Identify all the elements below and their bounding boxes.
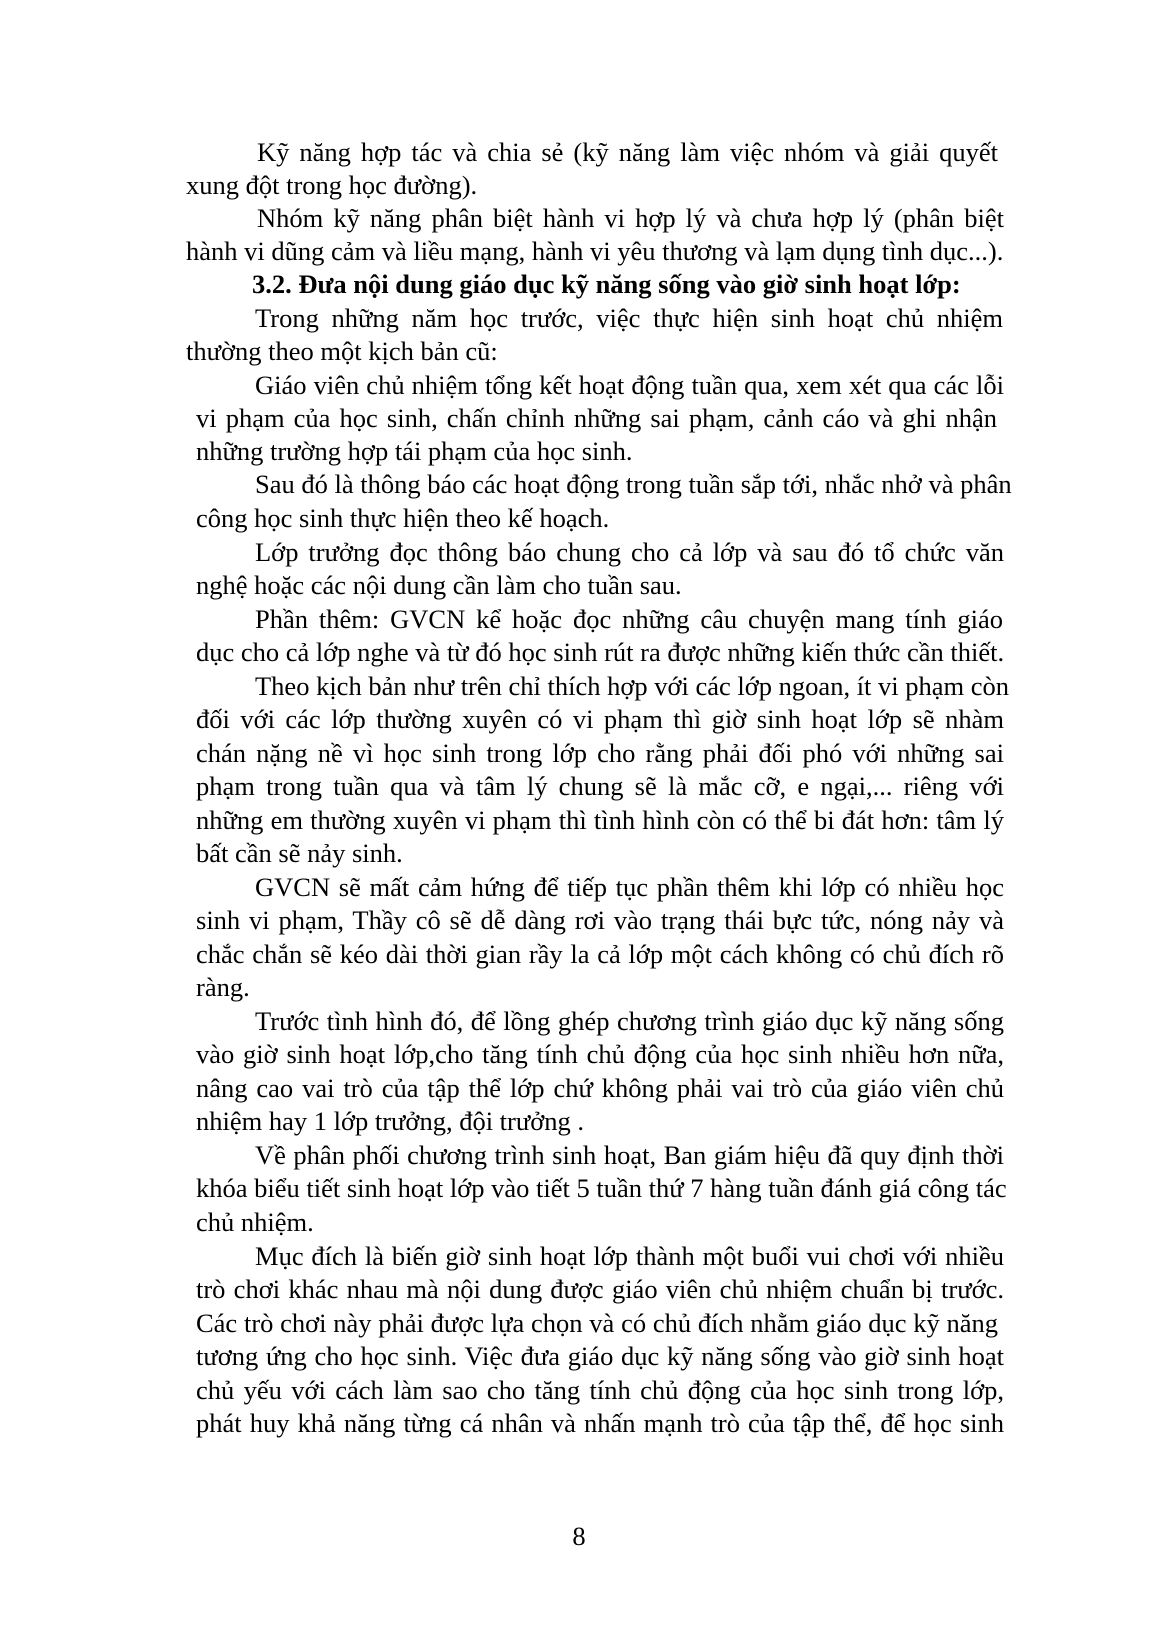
text-line: Về phân phối chương trình sinh hoạt, Ban giám hiệu đã quy định thời [255,1140,1004,1170]
text-line: nhiệm hay 1 lớp trưởng, đội trưởng . [196,1106,584,1136]
text-line: Trong những năm học trước, việc thực hiện sinh hoạt chủ nhiệm [255,303,1003,333]
text-line: vào giờ sinh hoạt lớp,cho tăng tính chủ động của học sinh nhiều hơn nữa, [196,1039,1004,1069]
text-line: Các trò chơi này phải được lựa chọn và có chủ đích nhằm giáo dục kỹ năng [196,1308,998,1338]
text-line: chủ nhiệm. [196,1207,314,1237]
text-line: những trường hợp tái phạm của học sinh. [196,436,633,466]
text-line: Sau đó là thông báo các hoạt động trong tuần sắp tới, nhắc nhở và phân [255,469,1012,499]
text-line: Mục đích là biến giờ sinh hoạt lớp thành một buổi vui chơi với nhiều [255,1241,1004,1271]
text-line: sinh vi phạm, Thầy cô sẽ dễ dàng rơi vào trạng thái bực tức, nóng nảy và [196,905,1004,935]
text-line: tương ứng cho học sinh. Việc đưa giáo dục kỹ năng sống vào giờ sinh hoạt [196,1341,1004,1371]
text-line: thường theo một kịch bản cũ: [186,336,498,366]
text-line: công học sinh thực hiện theo kế hoạch. [196,503,610,533]
text-line: nghệ hoặc các nội dung cần làm cho tuần sau. [196,570,682,600]
page-number: 8 [572,1521,586,1551]
text-line: bất cần sẽ nảy sinh. [196,838,403,868]
text-line: vi phạm của học sinh, chấn chỉnh những sai phạm, cảnh cáo và ghi nhận [196,403,997,433]
text-line: Theo kịch bản như trên chỉ thích hợp với các lớp ngoan, ít vi phạm còn [255,671,1010,701]
text-line: trò chơi khác nhau mà nội dung được giáo viên chủ nhiệm chuẩn bị trước. [196,1274,1004,1304]
text-line: Kỹ năng hợp tác và chia sẻ (kỹ năng làm việc nhóm và giải quyết [257,137,998,167]
text-line: phạm trong tuần qua và tâm lý chung sẽ là mắc cỡ, e ngại,... riêng với [196,771,1004,801]
text-line: nâng cao vai trò của tập thể lớp chứ không phải vai trò của giáo viên chủ [196,1073,1004,1103]
section-heading: 3.2. Đưa nội dung giáo dục kỹ năng sống vào giờ sinh hoạt lớp: [252,269,961,299]
text-line: GVCN sẽ mất cảm hứng để tiếp tục phần thêm khi lớp có nhiều học [255,872,1004,902]
text-line: chắc chắn sẽ kéo dài thời gian rầy la cả lớp một cách không có chủ đích rõ [196,939,1004,969]
text-line: Trước tình hình đó, để lồng ghép chương trình giáo dục kỹ năng sống [255,1006,1004,1036]
text-line: hành vi dũng cảm và liều mạng, hành vi yêu thương và lạm dụng tình dục...). [186,236,1004,266]
text-line: ràng. [196,972,250,1002]
text-line: Lớp trưởng đọc thông báo chung cho cả lớp và sau đó tổ chức văn [255,537,1004,567]
text-line: Giáo viên chủ nhiệm tổng kết hoạt động tuần qua, xem xét qua các lỗi [255,370,1004,400]
text-line: khóa biểu tiết sinh hoạt lớp vào tiết 5 tuần thứ 7 hàng tuần đánh giá công tác [196,1173,1007,1203]
text-line: phát huy khả năng từng cá nhân và nhấn mạnh trò của tập thể, để học sinh [196,1408,1004,1438]
text-line: những em thường xuyên vi phạm thì tình hình còn có thể bi đát hơn: tâm lý [196,805,1004,835]
text-line: xung đột trong học đường). [186,170,478,200]
text-line: đối với các lớp thường xuyên có vi phạm thì giờ sinh hoạt lớp sẽ nhàm [196,704,1004,734]
text-line: chán nặng nề vì học sinh trong lớp cho rằng phải đối phó với những sai [196,738,1004,768]
text-line: chủ yếu với cách làm sao cho tăng tính chủ động của học sinh trong lớp, [196,1375,1004,1405]
text-line: dục cho cả lớp nghe và từ đó học sinh rút ra được những kiến thức cần thiết. [196,637,1005,667]
text-line: Nhóm kỹ năng phân biệt hành vi hợp lý và chưa hợp lý (phân biệt [257,203,1004,233]
text-line: Phần thêm: GVCN kể hoặc đọc những câu chuyện mang tính giáo [255,604,1003,634]
